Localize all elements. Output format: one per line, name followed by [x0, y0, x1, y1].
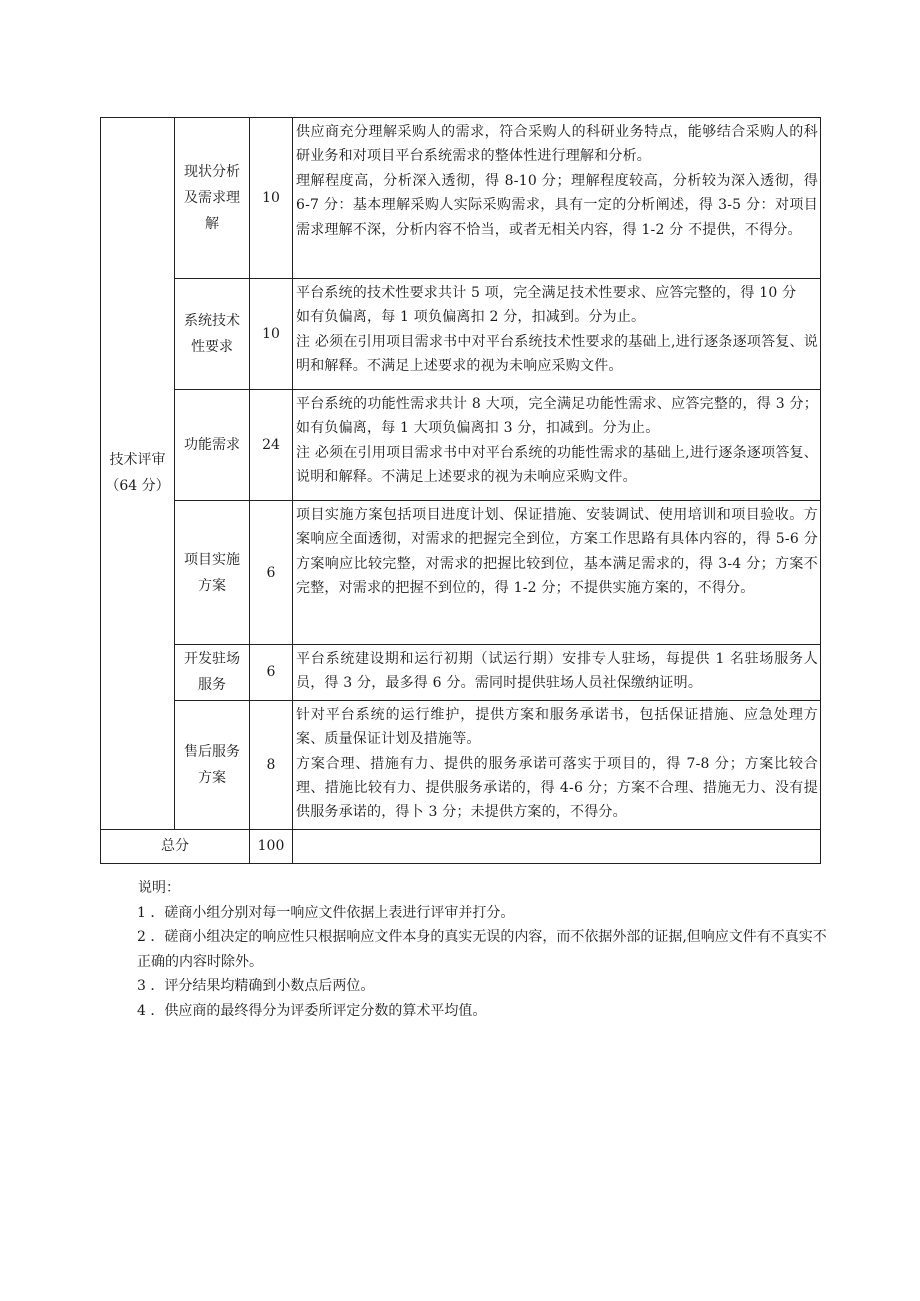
item-points: 10	[262, 326, 280, 342]
item-points-cell	[250, 390, 293, 501]
total-points-cell	[250, 829, 293, 863]
total-label: 总分	[161, 838, 189, 855]
category-label: 技术评审（64 分）	[105, 452, 170, 495]
item-name: 售后服务方案	[184, 743, 240, 786]
item-description-cell	[293, 645, 821, 701]
table-row	[101, 390, 821, 501]
item-name: 开发驻场服务	[184, 651, 240, 694]
item-name-cell	[175, 501, 250, 645]
item-points: 10	[262, 190, 280, 206]
item-name: 功能需求	[184, 437, 240, 453]
scoring-table	[100, 117, 821, 864]
description-paragraph: 项目实施方案包括项目进度计划、保证措施、安装调试、使用培训和项目验收。方案响应全面透彻，对需求的把握完全到位，方案工作思路有具体内容的，得 5-6 分 方案响应比较完整，对需求的把握比较到位，基本满足需求的，得 3-4 分；方案不完整，对需求的把握不到位的，得 1-2 分；不提供实施方案的，不得分。	[296, 507, 818, 597]
item-description-cell	[293, 118, 821, 279]
item-name-cell	[175, 118, 250, 279]
notes-title: 说明：	[138, 880, 180, 896]
item-description-cell	[293, 390, 821, 501]
description-paragraph: 注 必须在引用项目需求书中对平台系统的功能性需求的基础上,进行逐条逐项答复、说明和解释。不满足上述要求的视为未响应采购文件。	[296, 444, 818, 486]
item-points: 8	[266, 756, 276, 773]
item-points-cell	[250, 118, 293, 279]
notes-section	[138, 876, 828, 1023]
total-points: 100	[257, 838, 285, 855]
note-item: 4 ．供应商的最终得分为评委所评定分数的算术平均值。	[137, 1002, 487, 1019]
description-paragraph: 如有负偏离，每 1 项负偏离扣 2 分，扣减到。分为止。	[296, 309, 646, 326]
item-points-cell	[250, 279, 293, 390]
table-row	[101, 501, 821, 645]
item-points-cell	[250, 700, 293, 829]
category-cell	[101, 118, 175, 830]
description-paragraph: 理解程度高，分析深入透彻，得 8-10 分；理解程度较高，分析较为深入透彻，得 6-7 分：基本理解采购人实际采购需求，具有一定的分析阐述，得 3-5 分：对项目需求理解不深，分析内容不恰当，或者无相关内容，得 1-2 分 不提供，不得分。	[296, 172, 818, 238]
description-paragraph: 注 必须在引用项目需求书中对平台系统技术性要求的基础上,进行逐条逐项答复、说明和解释。不满足上述要求的视为未响应采购文件。	[296, 333, 818, 375]
item-points: 24	[262, 437, 280, 453]
item-name-cell	[175, 390, 250, 501]
total-row	[101, 829, 821, 863]
description-paragraph: 方案合理、措施有力、提供的服务承诺可落实于项目的，得 7-8 分；方案比较合理、措施比较有力、提供服务承诺的，得 4-6 分；方案不合理、措施无力、没有提供服务承诺的，得卜 3 分；未提供方案的，不得分。	[296, 755, 818, 821]
table-row	[101, 700, 821, 829]
item-name-cell	[175, 645, 250, 701]
item-name: 项目实施方案	[184, 551, 240, 594]
description-paragraph: 平台系统的技术性要求共计 5 项，完全满足技术性要求、应答完整的，得 10 分	[296, 285, 797, 301]
item-description-cell	[293, 700, 821, 829]
description-paragraph: 平台系统建设期和运行初期（试运行期）安排专人驻场，每提供 1 名驻场服务人员，得 3 分，最多得 6 分。需同时提供驻场人员社保缴纳证明。	[296, 651, 818, 692]
table-row	[101, 279, 821, 390]
item-points: 6	[266, 664, 276, 681]
item-name: 现状分析及需求理解	[184, 164, 240, 232]
note-item: 1 ．磋商小组分别对每一响应文件依据上表进行评审并打分。	[137, 904, 515, 921]
total-label-cell	[101, 829, 250, 863]
item-points: 6	[266, 564, 276, 581]
note-item: 2 ．磋商小组决定的响应性只根据响应文件本身的真实无误的内容，而不依据外部的证据,但响应文件有不真实不正确的内容时除外。	[137, 929, 827, 970]
item-points-cell	[250, 501, 293, 645]
item-description-cell	[293, 279, 821, 390]
description-paragraph: 供应商充分理解采购人的需求，符合采购人的科研业务特点，能够结合采购人的科研业务和对项目平台系统需求的整体性进行理解和分析。	[296, 124, 818, 165]
item-name: 系统技术性要求	[184, 313, 240, 355]
item-points-cell	[250, 645, 293, 701]
total-empty-cell	[293, 829, 821, 863]
table-row	[101, 645, 821, 701]
description-paragraph: 针对平台系统的运行维护，提供方案和服务承诺书，包括保证措施、应急处理方案、质量保证计划及措施等。	[296, 706, 818, 748]
description-paragraph: 平台系统的功能性需求共计 8 大项，完全满足功能性需求、应答完整的，得 3 分；如有负偏离，每 1 大项负偏离扣 3 分，扣减到。分为止。	[296, 396, 818, 437]
table-row	[101, 118, 821, 279]
item-name-cell	[175, 279, 250, 390]
note-item: 3 ．评分结果均精确到小数点后两位。	[137, 978, 375, 994]
item-name-cell	[175, 700, 250, 829]
item-description-cell	[293, 501, 821, 645]
